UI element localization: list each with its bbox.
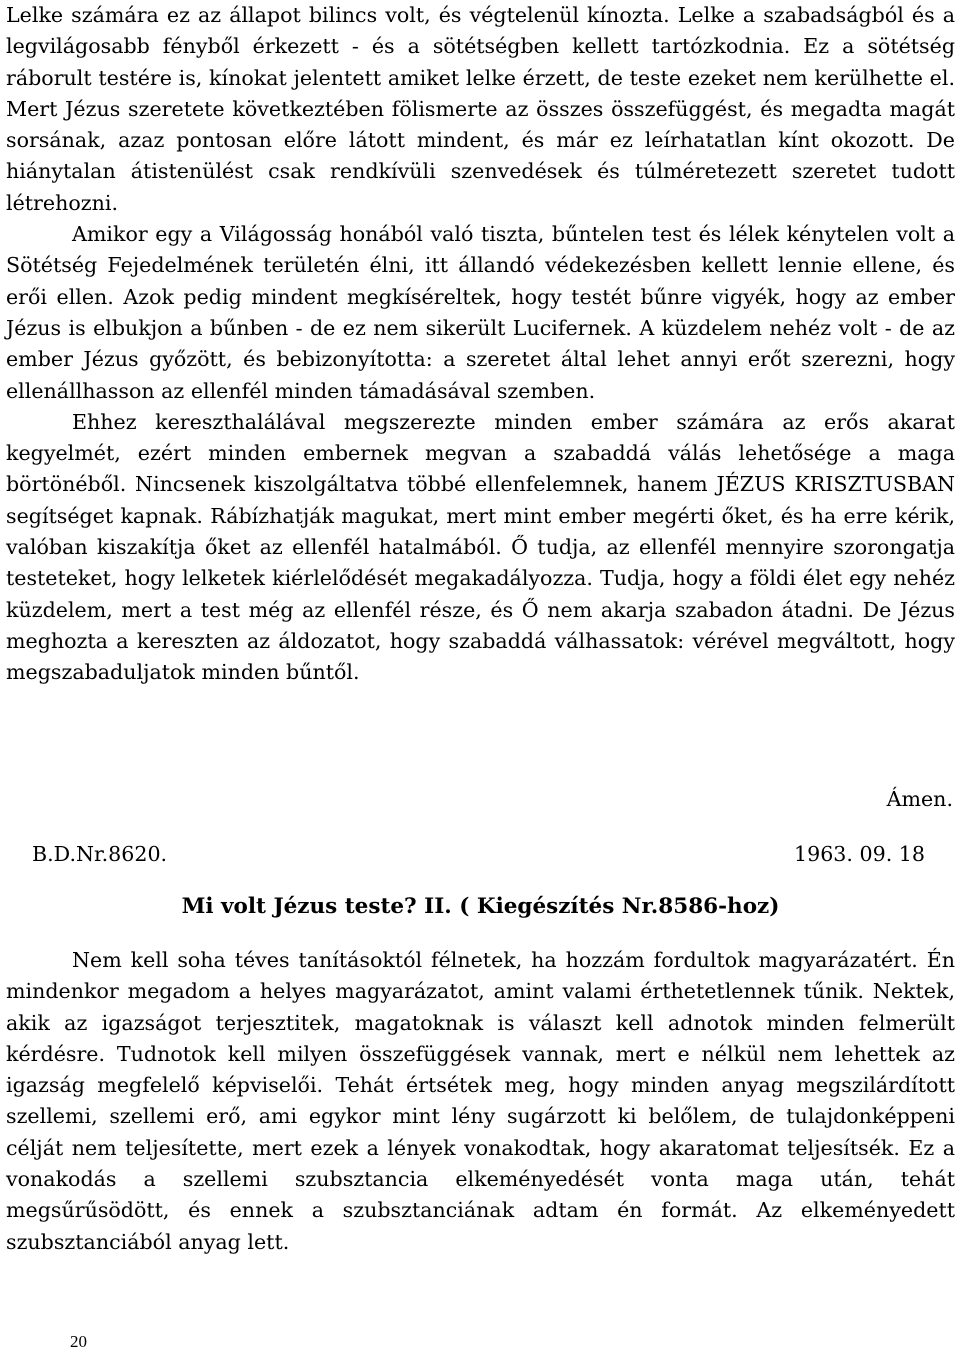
paragraph: Ehhez kereszthalálával megszerezte minden ember számára az erős akarat kegyelmét, ezért minden embernek megvan a szabaddá válás lehetősége a maga börtönéből. Nincsenek kiszolgáltatva többé ellenfelemnek, hanem JÉZUS KRISZTUSBAN segítséget kapnak. Rábízhatják magukat, mert mint ember megérti őket, és ha erre kérik, valóban kiszakítja őket az ellenfél hatalmából. Ő tudja, az ellenfél mennyire szorongatja testeteket, hogy lelketek kiérlelődését megakadályozza. Tudja, hogy a földi élet egy nehéz küzdelem, mert a test még az ellenfél része, és Ő nem akarja szabadon átadni. De Jézus meghozta a kereszten az áldozatot, hogy szabaddá válhassatok: vérével megváltott, hogy megszabaduljatok minden bűntől. [6,409,955,685]
paragraph: Lelke számára ez az állapot bilincs volt, és végtelenül kínozta. Lelke a szabadságból és a legvilágosabb fényből érkezett - és a sötétségben kellett tartózkodnia. Ez a sötétség ráborult testére is, kínokat jelentett amiket lelke érzett, de teste ezeket nem kerülhette el. Mert Jézus szeretete következtében fölismerte az összes összefüggést, és megadta magát sorsának, azaz pontosan előre látott mindent, és már ez leírhatatlan kínt okozott. De hiánytalan átistenülést csak rendkívüli szenvedések és túlméretezett szeretet tudott létrehozni. [6,3,955,215]
page-number: 20 [70,1332,87,1351]
message-date: 1963. 09. 18 [793,842,925,866]
message-reference: B.D.Nr.8620. [32,842,168,866]
text-body-second [6,945,955,1258]
paragraph: Nem kell soha téves tanításoktól félnetek, ha hozzám fordultok magyarázatért. Én mindenkor megadom a helyes magyarázatot, amint valami érthetetlennek tűnik. Nektek, akik az igazságot terjesztitek, magatoknak is választ kell adnotok minden felmerült kérdésre. Tudnotok kell milyen összefüggések vannak, mert e nélkül nem lehettek az igazság megfelelő képviselői. Tehát értsétek meg, hogy minden anyag megszilárdított szellemi, szellemi erő, ami egykor mint lény sugárzott ki belőlem, de tulajdonképpeni célját nem teljesítette, mert ezek a lények vonakodtak, hogy akaratomat teljesítsék. Ez a vonakodás a szellemi szubsztancia elkeményedését vonta maga után, tehát megsűrűsödött, és ennek a szubsztanciának adtam én formát. Az elkeményedett szubsztanciából anyag lett. [6,948,955,1254]
closing-amen: Ámen. [886,787,953,811]
text-body [6,0,955,689]
document-page [6,0,955,1254]
paragraph: Amikor egy a Világosság honából való tiszta, bűntelen test és lélek kénytelen volt a Sötétség Fejedelmének területén élni, itt állandó védekezésben kellett lennie ellene, és erői ellen. Azok pedig mindent megkíséreltek, hogy testét bűnre vigyék, hogy az ember Jézus is elbukjon a bűnben - de ez nem sikerült Lucifernek. A küzdelem nehéz volt - de az ember Jézus győzött, és bebizonyította: a szeretet által lehet annyi erőt szerezni, hogy ellenállhasson az ellenfél minden támadásával szemben. [6,222,955,403]
section-heading: Mi volt Jézus teste? II. ( Kiegészítés Nr.8586-hoz) [181,894,780,919]
